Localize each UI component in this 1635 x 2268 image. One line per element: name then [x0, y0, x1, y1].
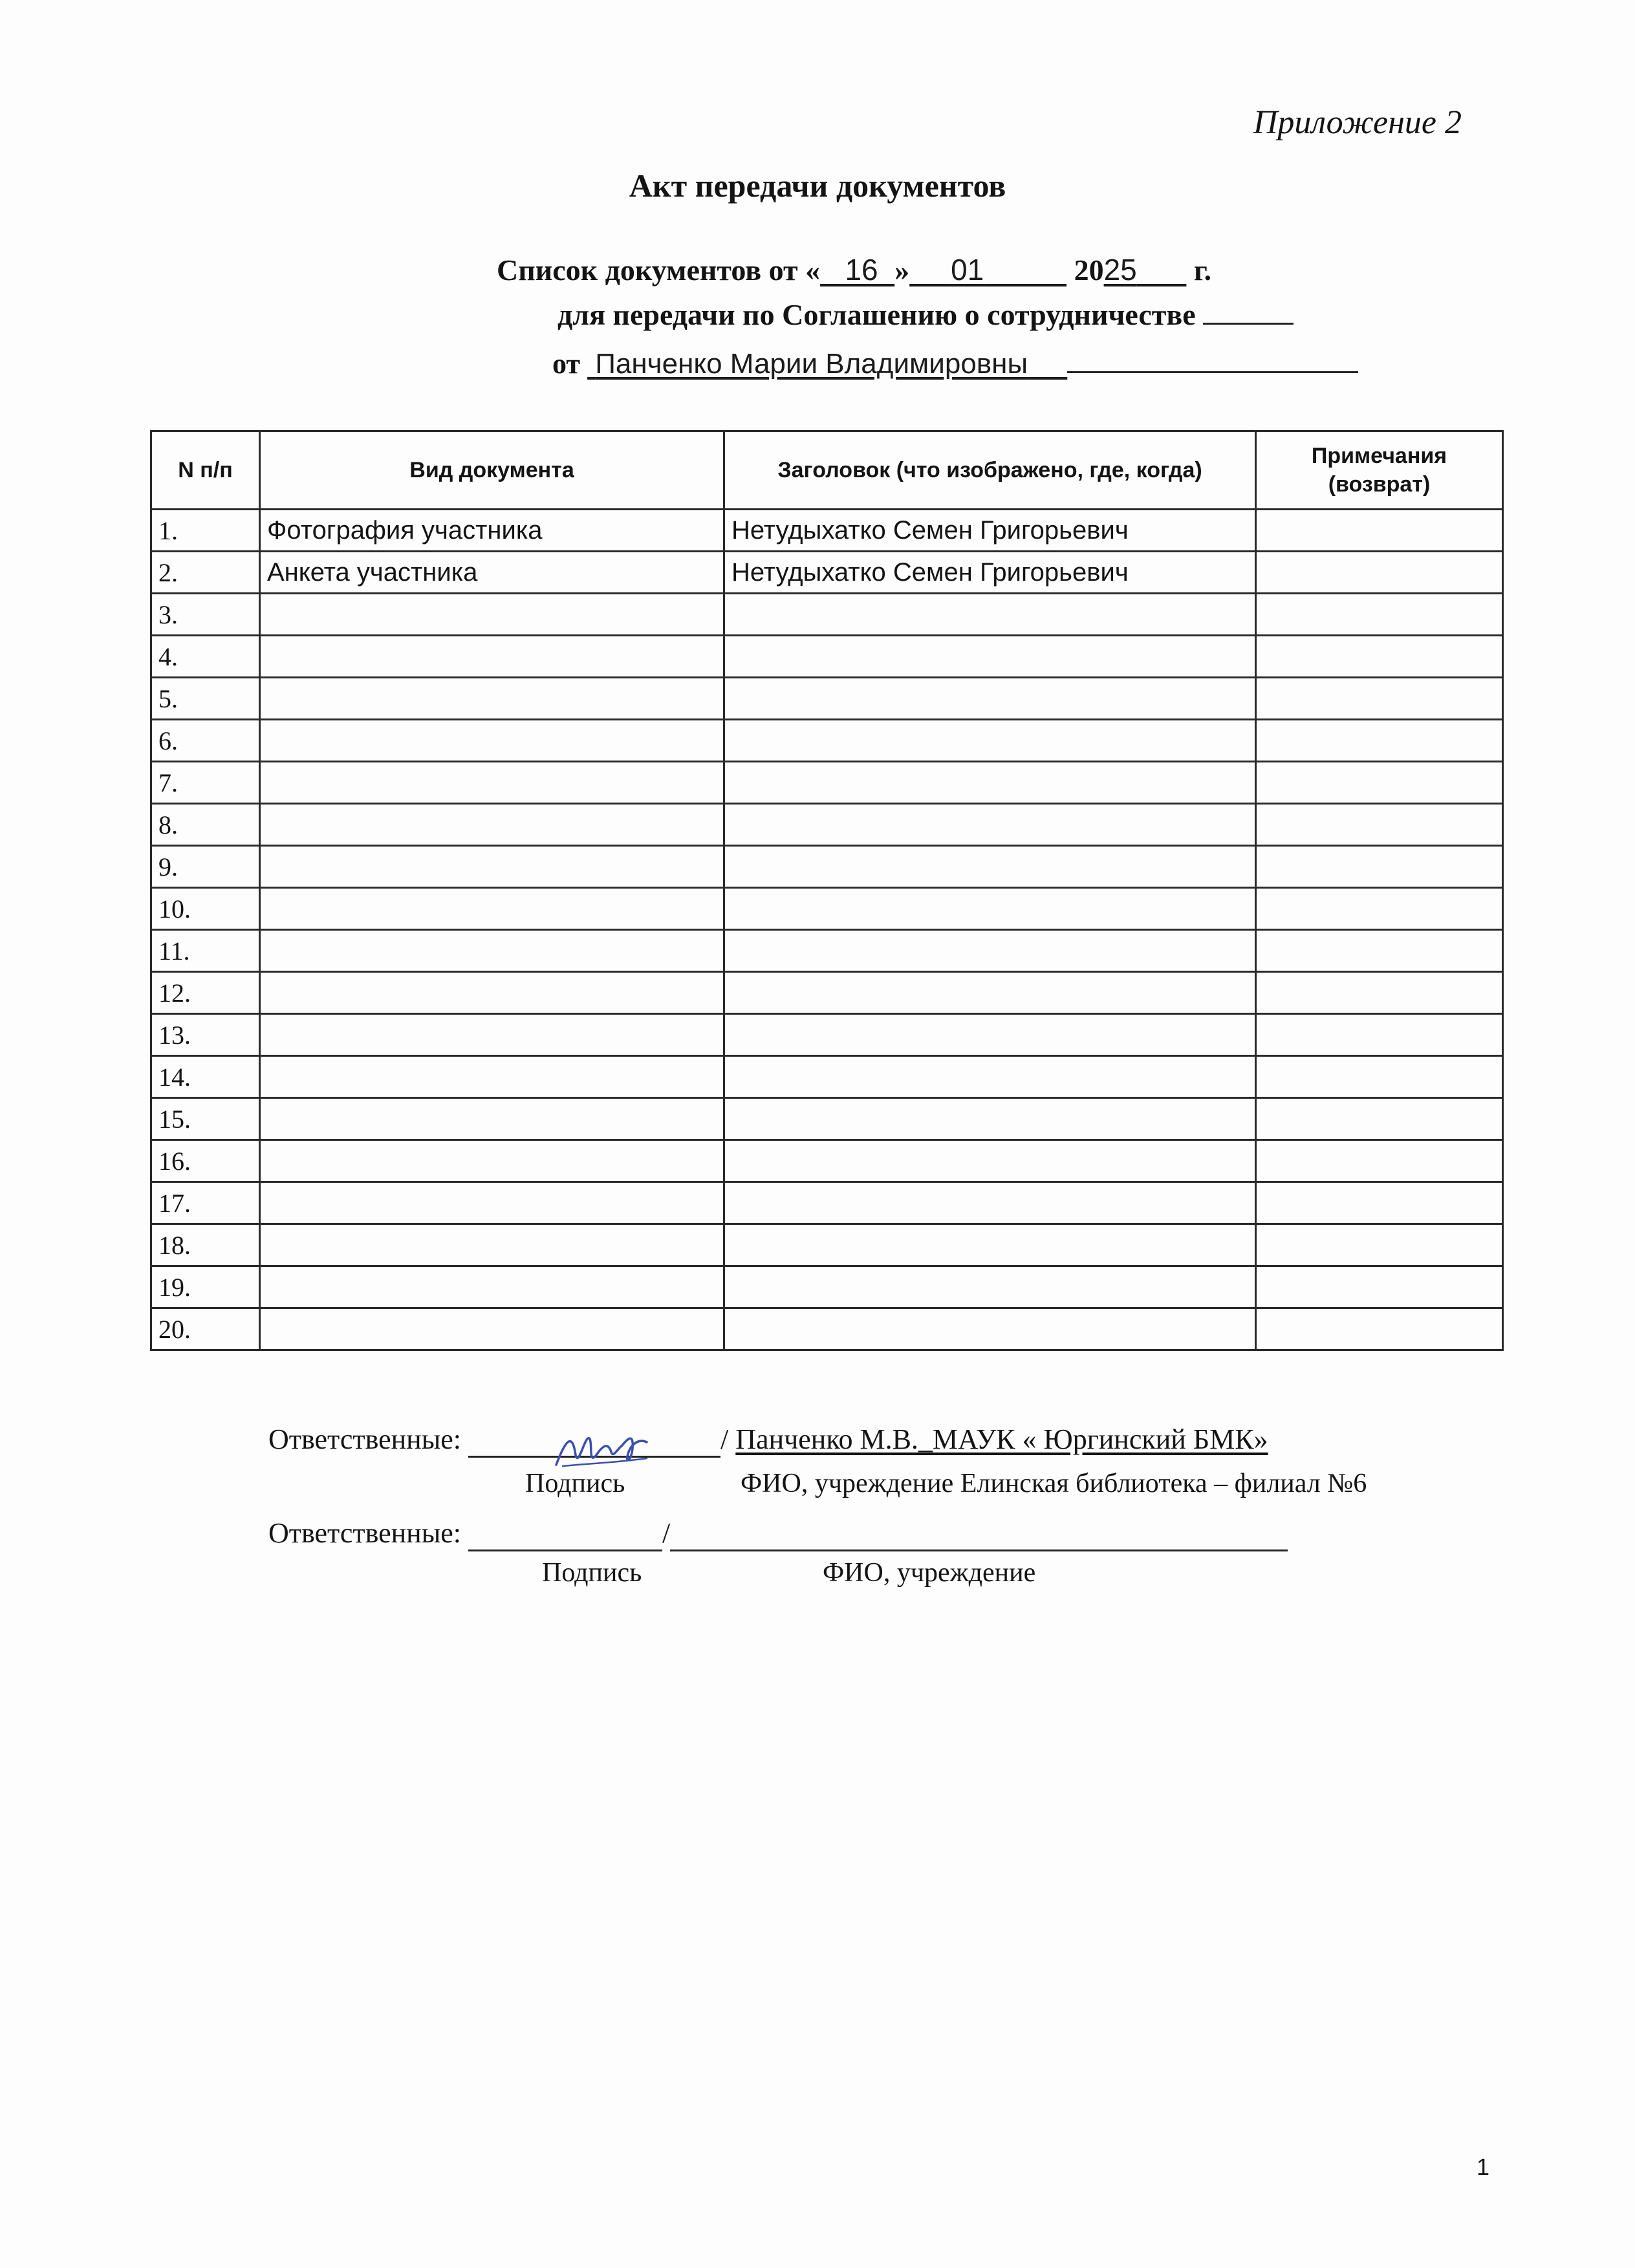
document-title-cell [724, 1140, 1256, 1182]
notes-cell [1256, 846, 1503, 888]
quote-close: » [894, 254, 910, 286]
year-prefix: 20 [1074, 254, 1104, 286]
notes-cell [1256, 636, 1503, 678]
fio-2-caption: ФИО, учреждение [823, 1558, 1036, 1588]
table-row [151, 972, 1503, 1014]
notes-cell [1256, 594, 1503, 636]
table-row [151, 1182, 1503, 1224]
table-row [151, 930, 1503, 972]
document-title-cell: Нетудыхатко Семен Григорьевич [724, 510, 1256, 552]
signature-2-line [468, 1517, 662, 1551]
row-number-cell: 16. [151, 1140, 260, 1182]
table-row [151, 636, 1503, 678]
table-row [151, 888, 1503, 930]
notes-cell [1256, 888, 1503, 930]
notes-cell [1256, 1014, 1503, 1056]
day-value: 16 [845, 253, 878, 286]
notes-cell [1256, 1098, 1503, 1140]
document-title-cell [724, 1098, 1256, 1140]
document-type-cell [260, 762, 724, 804]
document-title-cell [724, 1056, 1256, 1098]
agreement-number-blank [1203, 294, 1294, 325]
document-type-cell: Фотография участника [260, 510, 724, 552]
signature-1-caption: Подпись [525, 1469, 625, 1498]
document-title-cell [724, 594, 1256, 636]
document-title-cell [724, 1266, 1256, 1308]
row-number-cell: 17. [151, 1182, 260, 1224]
row-number-cell: 9. [151, 846, 260, 888]
notes-cell [1256, 552, 1503, 594]
document-title-cell [724, 720, 1256, 762]
table-row [151, 1140, 1503, 1182]
notes-cell [1256, 804, 1503, 846]
document-title-cell: Нетудыхатко Семен Григорьевич [724, 552, 1256, 594]
document-title-cell [724, 678, 1256, 720]
row-number-cell: 8. [151, 804, 260, 846]
document-type-cell [260, 846, 724, 888]
document-title-cell [724, 804, 1256, 846]
responsible-1-value: Панченко М.В._МАУК « Юргинский БМК» [735, 1423, 1268, 1455]
notes-cell [1256, 510, 1503, 552]
column-header-title: Заголовок (что изображено, где, когда) [724, 431, 1256, 510]
notes-cell [1256, 1224, 1503, 1266]
document-type-cell [260, 972, 724, 1014]
document-type-cell [260, 1308, 724, 1350]
table-row [151, 594, 1503, 636]
table-row [151, 1056, 1503, 1098]
list-date-line [497, 252, 1211, 287]
document-type-cell [260, 1182, 724, 1224]
table-row [151, 1224, 1503, 1266]
row-number-cell: 20. [151, 1308, 260, 1350]
table-row [151, 552, 1503, 594]
document-title-cell [724, 972, 1256, 1014]
table-row [151, 1014, 1503, 1056]
document-type-cell [260, 1224, 724, 1266]
document-type-cell [260, 804, 724, 846]
row-number-cell: 5. [151, 678, 260, 720]
document-type-cell: Анкета участника [260, 552, 724, 594]
row-number-cell: 7. [151, 762, 260, 804]
document-title: Акт передачи документов [629, 167, 1006, 204]
document-title-cell [724, 1014, 1256, 1056]
table-row [151, 510, 1503, 552]
row-number-cell: 15. [151, 1098, 260, 1140]
table-row [151, 720, 1503, 762]
column-header-number: N п/п [151, 431, 260, 510]
row-number-cell: 4. [151, 636, 260, 678]
row-number-cell: 11. [151, 930, 260, 972]
notes-cell [1256, 1182, 1503, 1224]
document-type-cell [260, 1266, 724, 1308]
from-blank [1067, 343, 1358, 373]
fio-1-caption: ФИО, учреждение Елинская библиотека – филиал №6 [741, 1469, 1367, 1498]
notes-cell [1256, 762, 1503, 804]
from-label: от [552, 348, 581, 380]
document-type-cell [260, 1098, 724, 1140]
table-row [151, 846, 1503, 888]
row-number-cell: 2. [151, 552, 260, 594]
row-number-cell: 14. [151, 1056, 260, 1098]
table-row [151, 762, 1503, 804]
table-row [151, 1098, 1503, 1140]
document-title-cell [724, 1224, 1256, 1266]
signature-2-caption: Подпись [542, 1558, 642, 1588]
row-number-cell: 18. [151, 1224, 260, 1266]
document-type-cell [260, 930, 724, 972]
document-title-cell [724, 636, 1256, 678]
document-type-cell [260, 1014, 724, 1056]
notes-cell [1256, 1308, 1503, 1350]
notes-cell [1256, 972, 1503, 1014]
table-header-row [151, 431, 1503, 510]
appendix-label: Приложение 2 [1253, 104, 1462, 141]
agreement-text: для передачи по Соглашению о сотрудничестве [558, 298, 1196, 331]
table-row [151, 804, 1503, 846]
document-type-cell [260, 1140, 724, 1182]
notes-cell [1256, 930, 1503, 972]
row-number-cell: 3. [151, 594, 260, 636]
document-title-cell [724, 762, 1256, 804]
table-row [151, 1308, 1503, 1350]
table-row [151, 678, 1503, 720]
document-title-cell [724, 846, 1256, 888]
row-number-cell: 12. [151, 972, 260, 1014]
list-prefix: Список документов от « [497, 254, 821, 286]
document-title-cell [724, 888, 1256, 930]
row-number-cell: 6. [151, 720, 260, 762]
document-type-cell [260, 594, 724, 636]
row-number-cell: 10. [151, 888, 260, 930]
row-number-cell: 1. [151, 510, 260, 552]
document-title-cell [724, 1182, 1256, 1224]
year-value: 25 [1103, 253, 1137, 286]
documents-table [150, 430, 1504, 1351]
notes-cell [1256, 720, 1503, 762]
agreement-line [558, 294, 1294, 332]
fio-2-line [670, 1517, 1288, 1551]
page-number: 1 [1476, 2154, 1489, 2180]
document-type-cell [260, 720, 724, 762]
column-header-notes: Примечания (возврат) [1256, 431, 1503, 510]
document-type-cell [260, 1056, 724, 1098]
responsible-2-line: Ответственные: / [268, 1517, 1288, 1551]
document-title-cell [724, 930, 1256, 972]
month-value: 01 [951, 253, 984, 286]
document-title-cell [724, 1308, 1256, 1350]
document-type-cell [260, 678, 724, 720]
column-header-document-type: Вид документа [260, 431, 724, 510]
from-line [552, 343, 1358, 380]
notes-cell [1256, 1266, 1503, 1308]
document-type-cell [260, 888, 724, 930]
notes-cell [1256, 1140, 1503, 1182]
year-end: г. [1193, 254, 1212, 286]
row-number-cell: 19. [151, 1266, 260, 1308]
responsible-2-label: Ответственные: [268, 1517, 462, 1549]
table-row [151, 1266, 1503, 1308]
responsible-1-line: Ответственные: / Панченко М.В._МАУК « Юргинский БМК» [268, 1423, 1268, 1458]
notes-cell [1256, 678, 1503, 720]
notes-cell [1256, 1056, 1503, 1098]
from-name: Панченко Марии Владимировны [595, 348, 1028, 380]
row-number-cell: 13. [151, 1014, 260, 1056]
responsible-1-label: Ответственные: [268, 1423, 462, 1455]
document-type-cell [260, 636, 724, 678]
